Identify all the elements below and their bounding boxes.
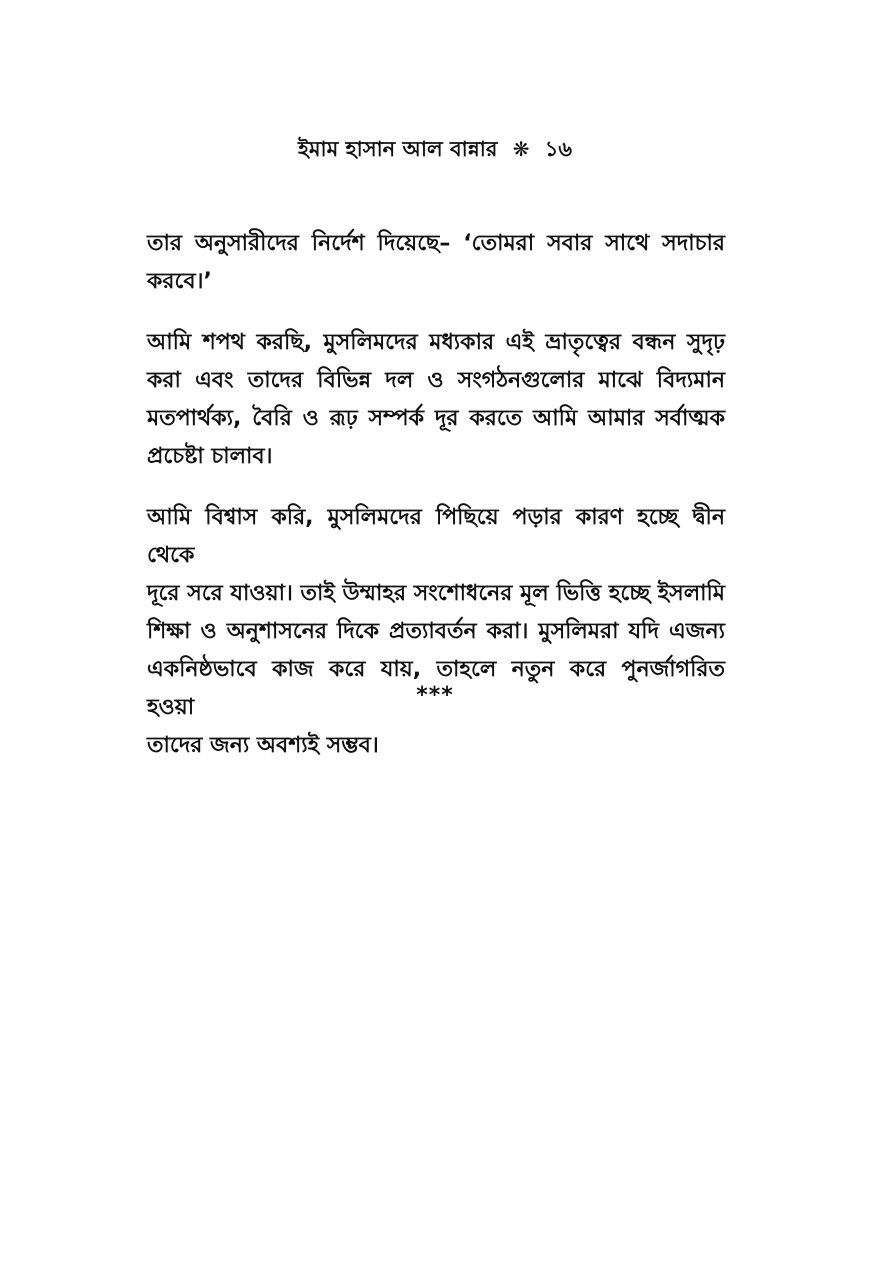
text-line: করা এবং তাদের বিভিন্ন দল ও সংগঠনগুলোর মাঝে বিদ্যমান	[147, 368, 725, 393]
page-number: ১৬	[544, 137, 573, 161]
paragraph-3	[147, 499, 725, 765]
text-line: আমি বিশ্বাস করি, মুসলিমদের পিছিয়ে পড়ার কারণ হচ্ছে দ্বীন থেকে	[147, 505, 725, 568]
paragraph-1	[147, 225, 725, 301]
text-line: আমি শপথ করছি, মুসলিমদের মধ্যকার এই ভ্রাতৃত্বের বন্ধন সুদৃঢ়	[147, 330, 725, 355]
running-header	[0, 135, 870, 163]
section-end-marker: ***	[416, 683, 454, 708]
text-line: শিক্ষা ও অনুশাসনের দিকে প্রত্যাবর্তন করা। মুসলিমরা যদি এজন্য	[147, 619, 725, 644]
text-line: তার অনুসারীদের নির্দেশ দিয়েছে– ‘তোমরা সবার সাথে সদাচার	[147, 231, 725, 256]
text-line: একনিষ্ঠভাবে কাজ করে যায়, তাহলে নতুন করে পুনর্জাগরিত হওয়া	[147, 657, 725, 720]
book-title: ইমাম হাসান আল বান্নার	[297, 137, 498, 161]
text-line: করবে।’	[147, 269, 212, 294]
text-line: মতপার্থক্য, বৈরি ও রূঢ় সম্পর্ক দূর করতে আমি আমার সর্বাত্মক	[147, 406, 725, 431]
text-line: প্রচেষ্টা চালাব।	[147, 444, 273, 469]
ornament-icon: ❋	[512, 137, 530, 161]
text-line: তাদের জন্য অবশ্যই সম্ভব।	[147, 733, 379, 758]
paragraph-2	[147, 324, 725, 476]
text-line: দূরে সরে যাওয়া। তাই উম্মাহর সংশোধনের মূল ভিত্তি হচ্ছে ইসলামি	[147, 581, 725, 606]
